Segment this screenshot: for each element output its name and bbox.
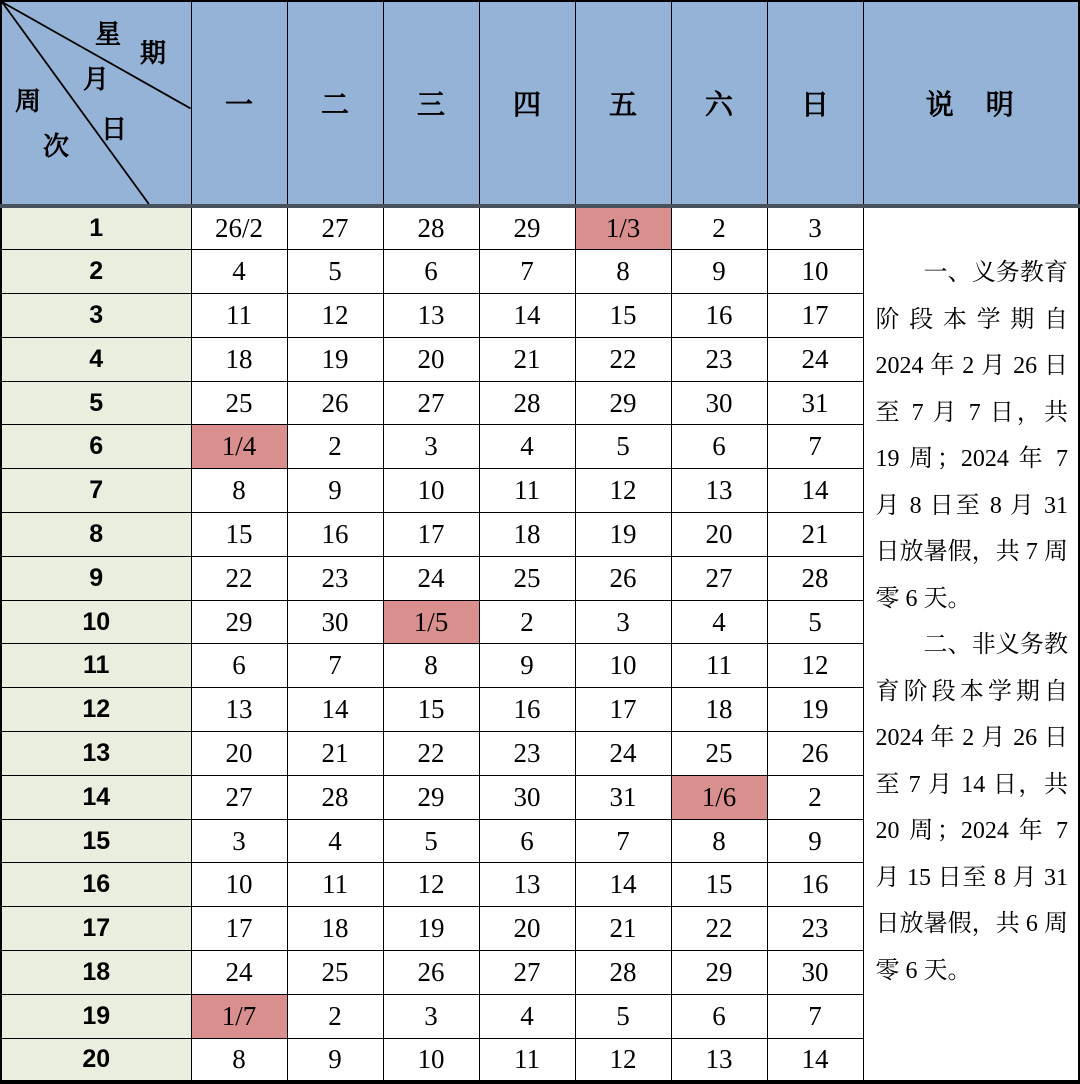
date-cell: 8 — [671, 819, 767, 863]
date-cell: 5 — [575, 994, 671, 1038]
date-cell: 1/7 — [191, 994, 287, 1038]
date-cell: 21 — [479, 337, 575, 381]
corner-label-day-char: 日 — [101, 114, 128, 144]
date-cell: 14 — [479, 294, 575, 338]
date-cell: 22 — [575, 337, 671, 381]
date-cell: 15 — [575, 294, 671, 338]
date-cell: 29 — [383, 775, 479, 819]
date-cell: 31 — [767, 381, 863, 425]
date-cell: 8 — [383, 644, 479, 688]
date-cell: 2 — [287, 425, 383, 469]
date-cell: 15 — [191, 513, 287, 557]
date-cell: 3 — [767, 206, 863, 250]
date-cell: 21 — [575, 907, 671, 951]
date-cell: 17 — [383, 513, 479, 557]
date-cell: 7 — [767, 425, 863, 469]
date-cell: 12 — [575, 1038, 671, 1082]
date-cell: 17 — [191, 907, 287, 951]
date-cell: 13 — [191, 688, 287, 732]
date-cell: 11 — [479, 469, 575, 513]
date-cell: 24 — [191, 951, 287, 995]
date-cell: 13 — [479, 863, 575, 907]
date-cell: 29 — [671, 951, 767, 995]
date-cell: 16 — [671, 294, 767, 338]
date-cell: 5 — [575, 425, 671, 469]
date-cell: 17 — [767, 294, 863, 338]
week-number-cell: 6 — [1, 425, 191, 469]
date-cell: 5 — [287, 250, 383, 294]
date-cell: 12 — [767, 644, 863, 688]
date-cell: 26/2 — [191, 206, 287, 250]
week-number-cell: 4 — [1, 337, 191, 381]
day-header-fri: 五 — [575, 1, 671, 206]
week-number-cell: 2 — [1, 250, 191, 294]
date-cell: 14 — [767, 1038, 863, 1082]
date-cell: 14 — [287, 688, 383, 732]
date-cell: 30 — [767, 951, 863, 995]
week-number-cell: 20 — [1, 1038, 191, 1082]
date-cell: 17 — [575, 688, 671, 732]
date-cell: 22 — [671, 907, 767, 951]
date-cell: 6 — [671, 994, 767, 1038]
date-cell: 11 — [191, 294, 287, 338]
date-cell: 6 — [383, 250, 479, 294]
corner-label-week-char2: 期 — [140, 38, 167, 68]
date-cell: 30 — [287, 600, 383, 644]
date-cell: 3 — [191, 819, 287, 863]
date-cell: 18 — [671, 688, 767, 732]
notes-cell — [863, 206, 1079, 1082]
week-number-cell: 19 — [1, 994, 191, 1038]
week-number-cell: 17 — [1, 907, 191, 951]
date-cell: 7 — [575, 819, 671, 863]
date-cell: 28 — [575, 951, 671, 995]
date-cell: 3 — [383, 994, 479, 1038]
date-cell: 16 — [479, 688, 575, 732]
date-cell: 5 — [767, 600, 863, 644]
date-cell: 24 — [575, 732, 671, 776]
date-cell: 20 — [671, 513, 767, 557]
week-number-cell: 14 — [1, 775, 191, 819]
date-cell: 27 — [671, 556, 767, 600]
date-cell: 12 — [287, 294, 383, 338]
week-number-cell: 11 — [1, 644, 191, 688]
week-number-cell: 1 — [1, 206, 191, 250]
date-cell: 26 — [287, 381, 383, 425]
date-cell: 4 — [191, 250, 287, 294]
date-cell: 29 — [479, 206, 575, 250]
date-cell: 26 — [767, 732, 863, 776]
date-cell: 10 — [767, 250, 863, 294]
date-cell: 4 — [479, 425, 575, 469]
date-cell: 19 — [287, 337, 383, 381]
date-cell: 14 — [575, 863, 671, 907]
date-cell: 19 — [767, 688, 863, 732]
date-cell: 2 — [479, 600, 575, 644]
date-cell: 1/5 — [383, 600, 479, 644]
date-cell: 10 — [383, 469, 479, 513]
date-cell: 23 — [287, 556, 383, 600]
date-cell: 15 — [671, 863, 767, 907]
date-cell: 14 — [767, 469, 863, 513]
week-number-cell: 8 — [1, 513, 191, 557]
date-cell: 7 — [767, 994, 863, 1038]
week-number-cell: 5 — [1, 381, 191, 425]
date-cell: 3 — [575, 600, 671, 644]
date-cell: 5 — [383, 819, 479, 863]
date-cell: 7 — [479, 250, 575, 294]
date-cell: 4 — [671, 600, 767, 644]
date-cell: 9 — [287, 469, 383, 513]
corner-label-week-char1: 星 — [95, 19, 122, 49]
week-number-cell: 18 — [1, 951, 191, 995]
header-row — [1, 1, 1079, 206]
corner-label-weekno-char1: 周 — [15, 86, 42, 116]
week-number-cell: 12 — [1, 688, 191, 732]
date-cell: 22 — [191, 556, 287, 600]
week-number-cell: 7 — [1, 469, 191, 513]
date-cell: 6 — [671, 425, 767, 469]
date-cell: 2 — [287, 994, 383, 1038]
date-cell: 11 — [479, 1038, 575, 1082]
date-cell: 25 — [671, 732, 767, 776]
date-cell: 3 — [383, 425, 479, 469]
date-cell: 13 — [671, 469, 767, 513]
week-row — [1, 206, 1079, 250]
day-header-thu: 四 — [479, 1, 575, 206]
date-cell: 19 — [575, 513, 671, 557]
date-cell: 1/4 — [191, 425, 287, 469]
date-cell: 24 — [767, 337, 863, 381]
date-cell: 31 — [575, 775, 671, 819]
date-cell: 26 — [575, 556, 671, 600]
date-cell: 7 — [287, 644, 383, 688]
date-cell: 9 — [287, 1038, 383, 1082]
date-cell: 9 — [479, 644, 575, 688]
date-cell: 8 — [191, 469, 287, 513]
day-header-wed: 三 — [383, 1, 479, 206]
date-cell: 30 — [479, 775, 575, 819]
date-cell: 27 — [383, 381, 479, 425]
date-cell: 23 — [479, 732, 575, 776]
corner-label-weekno-char2: 次 — [43, 131, 70, 161]
date-cell: 12 — [383, 863, 479, 907]
date-cell: 28 — [287, 775, 383, 819]
date-cell: 8 — [191, 1038, 287, 1082]
date-cell: 9 — [671, 250, 767, 294]
date-cell: 13 — [671, 1038, 767, 1082]
date-cell: 27 — [287, 206, 383, 250]
notes-paragraph-2: 二、非义务教育阶段本学期自 2024 年 2 月 26 日至 7 月 14 日，共 20 周；2024 年 7 月 15 日至 8 月 31 日放暑假，共 6 周零 6 天。 — [875, 632, 1068, 984]
date-cell: 4 — [287, 819, 383, 863]
week-number-cell: 10 — [1, 600, 191, 644]
week-number-cell: 13 — [1, 732, 191, 776]
date-cell: 12 — [575, 469, 671, 513]
date-cell: 11 — [671, 644, 767, 688]
date-cell: 16 — [767, 863, 863, 907]
week-number-cell: 16 — [1, 863, 191, 907]
date-cell: 18 — [191, 337, 287, 381]
date-cell: 6 — [479, 819, 575, 863]
week-number-cell: 15 — [1, 819, 191, 863]
calendar-header — [1, 1, 1079, 206]
date-cell: 25 — [479, 556, 575, 600]
day-header-mon: 一 — [191, 1, 287, 206]
date-cell: 9 — [767, 819, 863, 863]
date-cell: 1/6 — [671, 775, 767, 819]
date-cell: 15 — [383, 688, 479, 732]
corner-header-cell — [1, 1, 191, 206]
date-cell: 28 — [383, 206, 479, 250]
date-cell: 28 — [767, 556, 863, 600]
date-cell: 25 — [191, 381, 287, 425]
date-cell: 24 — [383, 556, 479, 600]
date-cell: 29 — [575, 381, 671, 425]
corner-label-month-char: 月 — [83, 64, 110, 94]
date-cell: 30 — [671, 381, 767, 425]
date-cell: 18 — [479, 513, 575, 557]
date-cell: 18 — [287, 907, 383, 951]
date-cell: 11 — [287, 863, 383, 907]
date-cell: 8 — [575, 250, 671, 294]
week-number-cell: 9 — [1, 556, 191, 600]
date-cell: 26 — [383, 951, 479, 995]
notes-paragraph-1: 一、义务教育阶段本学期自 2024 年 2 月 26 日至 7 月 7 日，共 19 周；2024 年 7 月 8 日至 8 月 31 日放暑假，共 7 周零 6 天。 — [875, 260, 1068, 612]
date-cell: 6 — [191, 644, 287, 688]
date-cell: 23 — [767, 907, 863, 951]
week-number-cell: 3 — [1, 294, 191, 338]
date-cell: 20 — [383, 337, 479, 381]
date-cell: 25 — [287, 951, 383, 995]
date-cell: 1/3 — [575, 206, 671, 250]
date-cell: 16 — [287, 513, 383, 557]
date-cell: 21 — [287, 732, 383, 776]
date-cell: 2 — [671, 206, 767, 250]
date-cell: 22 — [383, 732, 479, 776]
calendar-body — [1, 206, 1079, 1082]
date-cell: 2 — [767, 775, 863, 819]
date-cell: 10 — [383, 1038, 479, 1082]
date-cell: 27 — [479, 951, 575, 995]
day-header-sun: 日 — [767, 1, 863, 206]
date-cell: 27 — [191, 775, 287, 819]
date-cell: 20 — [479, 907, 575, 951]
date-cell: 19 — [383, 907, 479, 951]
date-cell: 20 — [191, 732, 287, 776]
date-cell: 28 — [479, 381, 575, 425]
date-cell: 10 — [191, 863, 287, 907]
date-cell: 4 — [479, 994, 575, 1038]
date-cell: 13 — [383, 294, 479, 338]
date-cell: 29 — [191, 600, 287, 644]
date-cell: 23 — [671, 337, 767, 381]
notes-column-header: 说 明 — [863, 1, 1079, 206]
date-cell: 21 — [767, 513, 863, 557]
day-header-sat: 六 — [671, 1, 767, 206]
date-cell: 10 — [575, 644, 671, 688]
day-header-tue: 二 — [287, 1, 383, 206]
